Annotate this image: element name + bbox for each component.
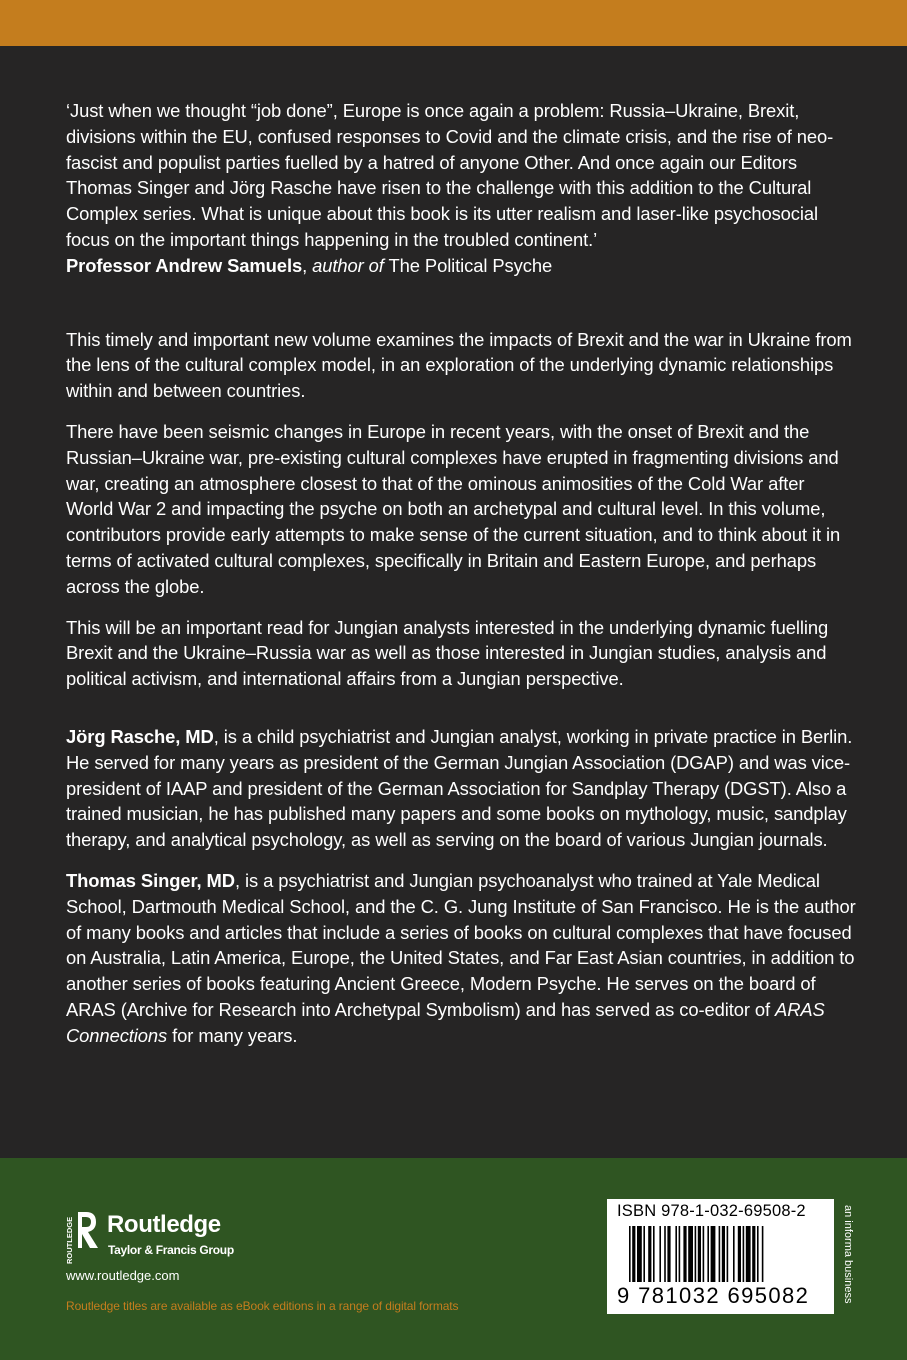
bio-singer bbox=[66, 868, 856, 1049]
bio-singer-journal: ARAS Connections bbox=[66, 998, 825, 1046]
bio-singer-name: Thomas Singer, MD bbox=[66, 869, 235, 891]
isbn-label: ISBN 978-1-032-69508-2 bbox=[617, 1202, 806, 1220]
back-cover-text bbox=[66, 98, 856, 1049]
description-paragraph-3: This will be an important read for Jungian analysts interested in the underlying dynamic fuelling Brexit and the Ukraine–Russia war as well as those interested in Jungian studies, analysis and political activism, and international affairs from a Jungian perspective. bbox=[66, 616, 829, 690]
barcode-digits: 9 781032 695082 bbox=[617, 1283, 810, 1308]
description-paragraph-2: There have been seismic changes in Europe in recent years, with the onset of Brexit and the Russian–Ukraine war, pre-existing cultural complexes have erupted in fragmenting divisions and war, creating an atmosphere closest to that of the ominous animosities of the Cold War after World War 2 and impacting the psyche on both an archetypal and cultural level. In this volume, contributors provide early attempts to make sense of the current situation, and to think about it in terms of activated cultural complexes, specifically in Britain and Eastern Europe, and perhaps across the globe. bbox=[66, 420, 841, 597]
ebook-availability-note: Routledge titles are available as eBook editions in a range of digital formats bbox=[66, 1299, 459, 1313]
publisher-group: Taylor & Francis Group bbox=[108, 1243, 234, 1257]
publisher-url: www.routledge.com bbox=[66, 1268, 180, 1283]
quote-text: ‘Just when we thought “job done”, Europe is once again a problem: Russia–Ukraine, Brexit, divisions within the EU, confused responses to Covid and the climate crisis, and the rise of neo-fascist and populist parties fuelled by a hatred of anyone Other. And once again our Editors Thomas Singer and Jörg Rasche have risen to the challenge with this addition to the Cultural Complex series. What is unique about this book is its utter realism and laser-like psychosocial focus on the important things happening in the troubled continent.’ bbox=[66, 100, 834, 250]
endorsement-quote: ‘Just when we thought “job done”, Europe is once again a problem: Russia–Ukraine, Brexit, divisions within the EU, confused responses to Covid and the climate crisis, and the rise of neo-fascist and populist parties fuelled by a hatred of anyone Other. And once again our Editors Thomas Singer and Jörg Rasche have risen to the challenge with this addition to the Cultural Complex series. What is unique about this book is its utter realism and laser-like psychosocial focus on the important things happening in the troubled continent.’ Professor Andrew Samuels, author of The Political Psyche bbox=[66, 100, 834, 276]
informa-business-label: an informa business bbox=[842, 1205, 854, 1304]
logo-vertical-text: ROUTLEDGE bbox=[65, 1216, 74, 1264]
publisher-name: Routledge bbox=[107, 1211, 221, 1238]
isbn-barcode-panel bbox=[607, 1199, 834, 1314]
quote-author-role: author of bbox=[312, 254, 384, 276]
bio-rasche-text: , is a child psychiatrist and Jungian analyst, working in private practice in Berlin. He served for many years as president of the German Jungian Association (DGAP) and was vice-president of IAAP and president of the German Association for Sandplay Therapy (DGST). Also a trained musician, he has published many papers and some books on mythology, music, sandplay therapy, and analytical psychology, as well as serving on the board of various Jungian journals. bbox=[66, 725, 853, 851]
barcode-icon bbox=[629, 1226, 819, 1282]
routledge-logo-icon bbox=[62, 1208, 102, 1266]
quote-book-title: The Political Psyche bbox=[388, 254, 553, 276]
bio-singer-text: , is a psychiatrist and Jungian psychoanalyst who trained at Yale Medical School, Dartmouth Medical School, and the C. G. Jung Institute of San Francisco. He is the author of many books and articles that include a series of books on cultural complexes that have focused on Australia, Latin America, Europe, the United States, and Far East Asian countries, in addition to another series of books featuring Ancient Greece, Modern Psyche. He serves on the board of ARAS (Archive for Research into Archetypal Symbolism) and has served as co-editor of bbox=[66, 869, 856, 1020]
top-color-band bbox=[0, 0, 907, 46]
bio-singer-end: for many years. bbox=[167, 1024, 298, 1046]
description-paragraph-1: This timely and important new volume examines the impacts of Brexit and the war in Ukraine from the lens of the cultural complex model, in an exploration of the underlying dynamic relationships within and between countries. bbox=[66, 328, 852, 402]
bio-rasche-name: Jörg Rasche, MD bbox=[66, 725, 214, 747]
bio-rasche bbox=[66, 724, 856, 853]
quote-author: Professor Andrew Samuels bbox=[66, 254, 303, 276]
